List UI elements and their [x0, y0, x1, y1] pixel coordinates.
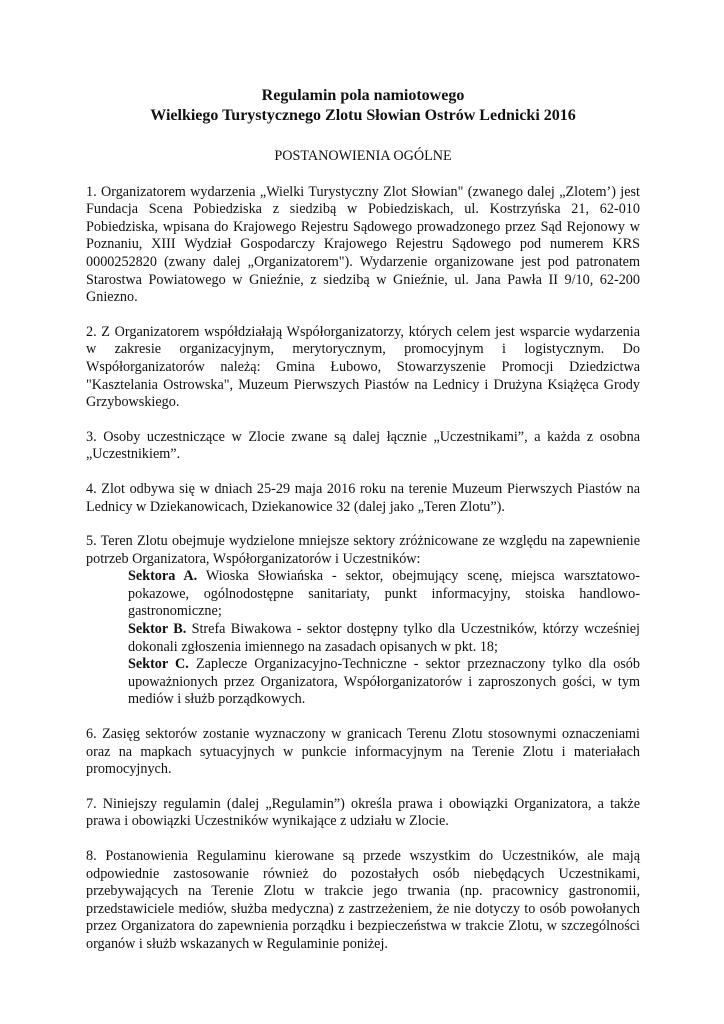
sector-b: [128, 621, 640, 656]
document-title-line-1: Regulamin pola namiotowego: [261, 87, 465, 104]
paragraph-3: 3. Osoby uczestniczące w Zlocie zwane są dalej łącznie „Uczestnikami”, a każda z osobna „Uczestnikiem”.: [86, 428, 640, 463]
sector-b-label: Sektor B.: [128, 621, 187, 638]
sector-a: [128, 568, 640, 621]
sector-b-text: Strefa Biwakowa - sektor dostępny tylko dla Uczestników, którzy wcześniej dokonali zgłoszenia imiennego na zasadach opisanych w pkt. 18;: [128, 621, 640, 655]
paragraph-5: [86, 533, 640, 709]
paragraph-1: 1. Organizatorem wydarzenia „Wielki Turystyczny Zlot Słowian" (zwanego dalej „Zlotem’) jest Fundacja Scena Pobiedziska z siedzibą w Pobiedziskach, ul. Kostrzyńska 21, 62-010 Pobiedziska, wpisana do Krajowego Rejestru Sądowego prowadzonego przez Sąd Rejonowy w Poznaniu, XIII Wydział Gospodarczy Krajowego Rejestru Sądowego pod numerem KRS 0000252820 (zwany dalej „Organizatorem"). Wydarzenie organizowane jest pod patronatem Starostwa Powiatowego w Gnieźnie, z siedzibą w Gnieźnie, ul. Jana Pawła II 9/10, 62-200 Gniezno.: [86, 183, 640, 306]
sector-a-label: Sektora A.: [128, 568, 198, 585]
paragraph-6: 6. Zasięg sektorów zostanie wyznaczony w granicach Terenu Zlotu stosownymi oznaczeniami oraz na mapkach sytuacyjnych w punkcie informacyjnym na Terenie Zlotu i materiałach promocyjnych.: [86, 726, 640, 778]
paragraph-8: 8. Postanowienia Regulaminu kierowane są przede wszystkim do Uczestników, ale mają odpowiednie zastosowanie również do pozostałych osób niebędących Uczestnikami, przebywających na Terenie Zlotu w trakcie jego trwania (np. pracownicy gastronomii, przedstawiciele mediów, służba medyczna) z zastrzeżeniem, że nie dotyczy to osób powołanych przez Organizatora do zapewnienia porządku i bezpieczeństwa w trakcie Zlotu, w szczególności organów i służb wskazanych w Regulaminie poniżej.: [86, 848, 640, 952]
paragraph-7: 7. Niniejszy regulamin (dalej „Regulamin”) określa prawa i obowiązki Organizatora, a także prawa i obowiązki Uczestników wynikające z udziału w Zlocie.: [86, 795, 640, 830]
document-title-line-2: Wielkiego Turystycznego Zlotu Słowian Ostrów Lednicki 2016: [150, 107, 576, 124]
paragraph-5-intro: 5. Teren Zlotu obejmuje wydzielone mniejsze sektory zróżnicowane ze względu na zapewnienie potrzeb Organizatora, Współorganizatorów i Uczestników:: [86, 533, 640, 567]
paragraph-4: 4. Zlot odbywa się w dniach 25-29 maja 2016 roku na terenie Muzeum Pierwszych Piastów na Lednicy w Dziekanowicach, Dziekanowice 32 (dalej jako „Teren Zlotu”).: [86, 480, 640, 515]
paragraph-2: 2. Z Organizatorem współdziałają Współorganizatorzy, których celem jest wsparcie wydarzenia w zakresie organizacyjnym, merytorycznym, promocyjnym i logistycznym. Do Współorganizatorów należą: Gmina Łubowo, Stowarzyszenie Promocji Dziedzictwa "Kasztelania Ostrowska", Muzeum Pierwszych Piastów na Lednicy i Drużyna Książęca Grody Grzybowskiego.: [86, 323, 640, 411]
sector-c-text: Zaplecze Organizacyjno-Techniczne - sektor przeznaczony tylko dla osób upoważnionych przez Organizatora, Współorganizatorów i zaproszonych gości, w tym mediów i służb porządkowych.: [128, 656, 640, 708]
sector-a-text: Wioska Słowiańska - sektor, obejmujący scenę, miejsca warsztatowo-pokazowe, ogólnodostępne sanitariaty, punkt informacyjny, stoiska handlowo-gastronomiczne;: [128, 568, 640, 620]
section-title: POSTANOWIENIA OGÓLNE: [274, 148, 452, 164]
document-body: [86, 86, 640, 971]
sector-c-label: Sektor C.: [128, 656, 189, 673]
sector-c: [128, 656, 640, 709]
